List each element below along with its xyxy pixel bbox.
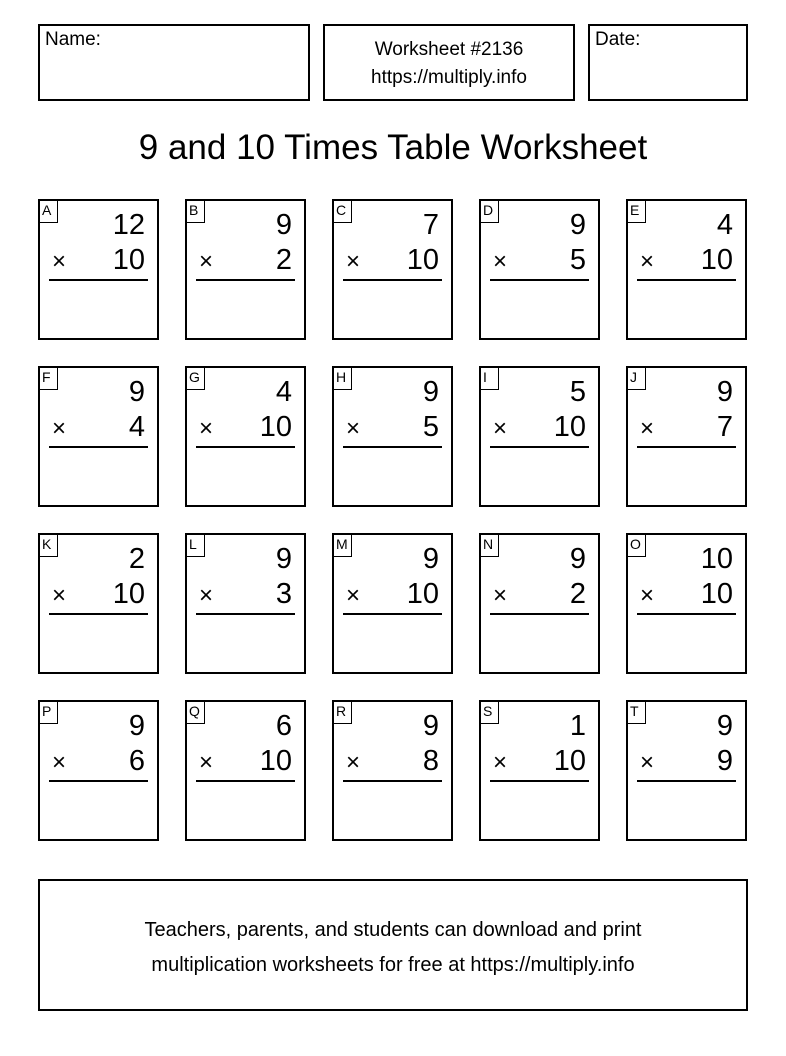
problem-letter: I xyxy=(479,366,499,390)
problem-letter: Q xyxy=(185,700,205,724)
worksheet-id-box xyxy=(323,24,575,101)
multiplicand: 9 xyxy=(422,710,439,742)
multiplicand: 4 xyxy=(716,209,733,241)
answer-line xyxy=(637,780,736,782)
multiplicand: 9 xyxy=(275,543,292,575)
answer-line xyxy=(490,446,589,448)
problem-letter: C xyxy=(332,199,352,223)
answer-line xyxy=(49,613,148,615)
multiplicand: 5 xyxy=(569,376,586,408)
page-title: 9 and 10 Times Table Worksheet xyxy=(138,128,648,167)
problem-letter: K xyxy=(38,533,58,557)
answer-line xyxy=(343,780,442,782)
problem-letter: E xyxy=(626,199,646,223)
problem-letter: N xyxy=(479,533,499,557)
answer-line xyxy=(637,279,736,281)
multiply-sign: × xyxy=(346,248,361,275)
multiplier: 3 xyxy=(275,578,292,610)
multiplier: 10 xyxy=(553,411,586,443)
multiplicand: 9 xyxy=(569,543,586,575)
date-label: Date: xyxy=(595,29,641,50)
answer-line xyxy=(49,780,148,782)
multiply-sign: × xyxy=(199,582,214,609)
multiplier: 10 xyxy=(406,244,439,276)
multiply-sign: × xyxy=(346,415,361,442)
multiplicand: 9 xyxy=(422,376,439,408)
problem-card xyxy=(38,533,159,674)
multiply-sign: × xyxy=(52,582,67,609)
name-field-box xyxy=(38,24,310,101)
answer-line xyxy=(196,780,295,782)
problem-card xyxy=(626,366,747,507)
answer-line xyxy=(490,780,589,782)
answer-line xyxy=(490,279,589,281)
multiplier: 2 xyxy=(569,578,586,610)
multiplicand: 9 xyxy=(128,376,145,408)
multiplicand: 6 xyxy=(275,710,292,742)
multiplier: 8 xyxy=(422,745,439,777)
multiply-sign: × xyxy=(493,415,508,442)
multiply-sign: × xyxy=(640,248,655,275)
problem-letter: P xyxy=(38,700,58,724)
answer-line xyxy=(637,446,736,448)
answer-line xyxy=(343,446,442,448)
name-label: Name: xyxy=(45,29,101,50)
worksheet-url: https://multiply.info xyxy=(371,67,527,88)
problem-letter: B xyxy=(185,199,205,223)
problem-card xyxy=(332,700,453,841)
problem-card xyxy=(185,366,306,507)
multiplier: 4 xyxy=(128,411,145,443)
multiplicand: 9 xyxy=(275,209,292,241)
multiplier: 6 xyxy=(128,745,145,777)
multiplier: 2 xyxy=(275,244,292,276)
problem-letter: F xyxy=(38,366,58,390)
problem-letter: O xyxy=(626,533,646,557)
answer-line xyxy=(343,279,442,281)
problem-letter: S xyxy=(479,700,499,724)
footer-box xyxy=(38,879,748,1011)
multiply-sign: × xyxy=(346,582,361,609)
problem-card xyxy=(626,700,747,841)
answer-line xyxy=(49,279,148,281)
date-field-box xyxy=(588,24,748,101)
problem-letter: T xyxy=(626,700,646,724)
multiplicand: 10 xyxy=(700,543,733,575)
multiplier: 5 xyxy=(422,411,439,443)
problem-letter: R xyxy=(332,700,352,724)
problem-card xyxy=(479,533,600,674)
multiply-sign: × xyxy=(493,248,508,275)
problem-card xyxy=(626,533,747,674)
problem-card xyxy=(38,199,159,340)
multiplicand: 4 xyxy=(275,376,292,408)
worksheet-number: Worksheet #2136 xyxy=(374,39,524,60)
multiply-sign: × xyxy=(346,749,361,776)
problem-letter: A xyxy=(38,199,58,223)
problem-card xyxy=(332,533,453,674)
multiplier: 10 xyxy=(112,578,145,610)
answer-line xyxy=(49,446,148,448)
problem-card xyxy=(332,366,453,507)
multiplier: 10 xyxy=(112,244,145,276)
multiply-sign: × xyxy=(52,415,67,442)
multiplier: 5 xyxy=(569,244,586,276)
multiply-sign: × xyxy=(52,248,67,275)
answer-line xyxy=(196,279,295,281)
problem-letter: L xyxy=(185,533,205,557)
multiplicand: 2 xyxy=(128,543,145,575)
answer-line xyxy=(343,613,442,615)
multiplier: 7 xyxy=(716,411,733,443)
multiplicand: 9 xyxy=(569,209,586,241)
problem-letter: H xyxy=(332,366,352,390)
multiplicand: 9 xyxy=(422,543,439,575)
multiplier: 10 xyxy=(700,578,733,610)
problem-card xyxy=(479,199,600,340)
multiplicand: 9 xyxy=(716,710,733,742)
multiplier: 10 xyxy=(553,745,586,777)
problem-letter: M xyxy=(332,533,352,557)
multiply-sign: × xyxy=(493,749,508,776)
multiply-sign: × xyxy=(640,582,655,609)
problem-card xyxy=(479,366,600,507)
answer-line xyxy=(196,613,295,615)
problem-card xyxy=(626,199,747,340)
multiplier: 10 xyxy=(259,745,292,777)
multiplicand: 1 xyxy=(569,710,586,742)
multiply-sign: × xyxy=(640,749,655,776)
multiply-sign: × xyxy=(640,415,655,442)
problem-card xyxy=(38,366,159,507)
problem-card xyxy=(185,533,306,674)
problem-letter: D xyxy=(479,199,499,223)
multiply-sign: × xyxy=(493,582,508,609)
footer-line-2: multiplication worksheets for free at https://multiply.info xyxy=(151,954,635,976)
multiplier: 10 xyxy=(259,411,292,443)
multiply-sign: × xyxy=(199,248,214,275)
multiplicand: 7 xyxy=(422,209,439,241)
problem-card xyxy=(479,700,600,841)
multiply-sign: × xyxy=(199,415,214,442)
problem-card xyxy=(185,199,306,340)
multiplicand: 12 xyxy=(112,209,145,241)
multiplicand: 9 xyxy=(128,710,145,742)
problem-card xyxy=(185,700,306,841)
problem-letter: J xyxy=(626,366,646,390)
multiplier: 9 xyxy=(716,745,733,777)
multiply-sign: × xyxy=(199,749,214,776)
multiply-sign: × xyxy=(52,749,67,776)
answer-line xyxy=(196,446,295,448)
answer-line xyxy=(637,613,736,615)
problem-card xyxy=(38,700,159,841)
footer-line-1: Teachers, parents, and students can download and print xyxy=(144,919,642,941)
problem-letter: G xyxy=(185,366,205,390)
multiplicand: 9 xyxy=(716,376,733,408)
multiplier: 10 xyxy=(406,578,439,610)
problem-card xyxy=(332,199,453,340)
answer-line xyxy=(490,613,589,615)
multiplier: 10 xyxy=(700,244,733,276)
